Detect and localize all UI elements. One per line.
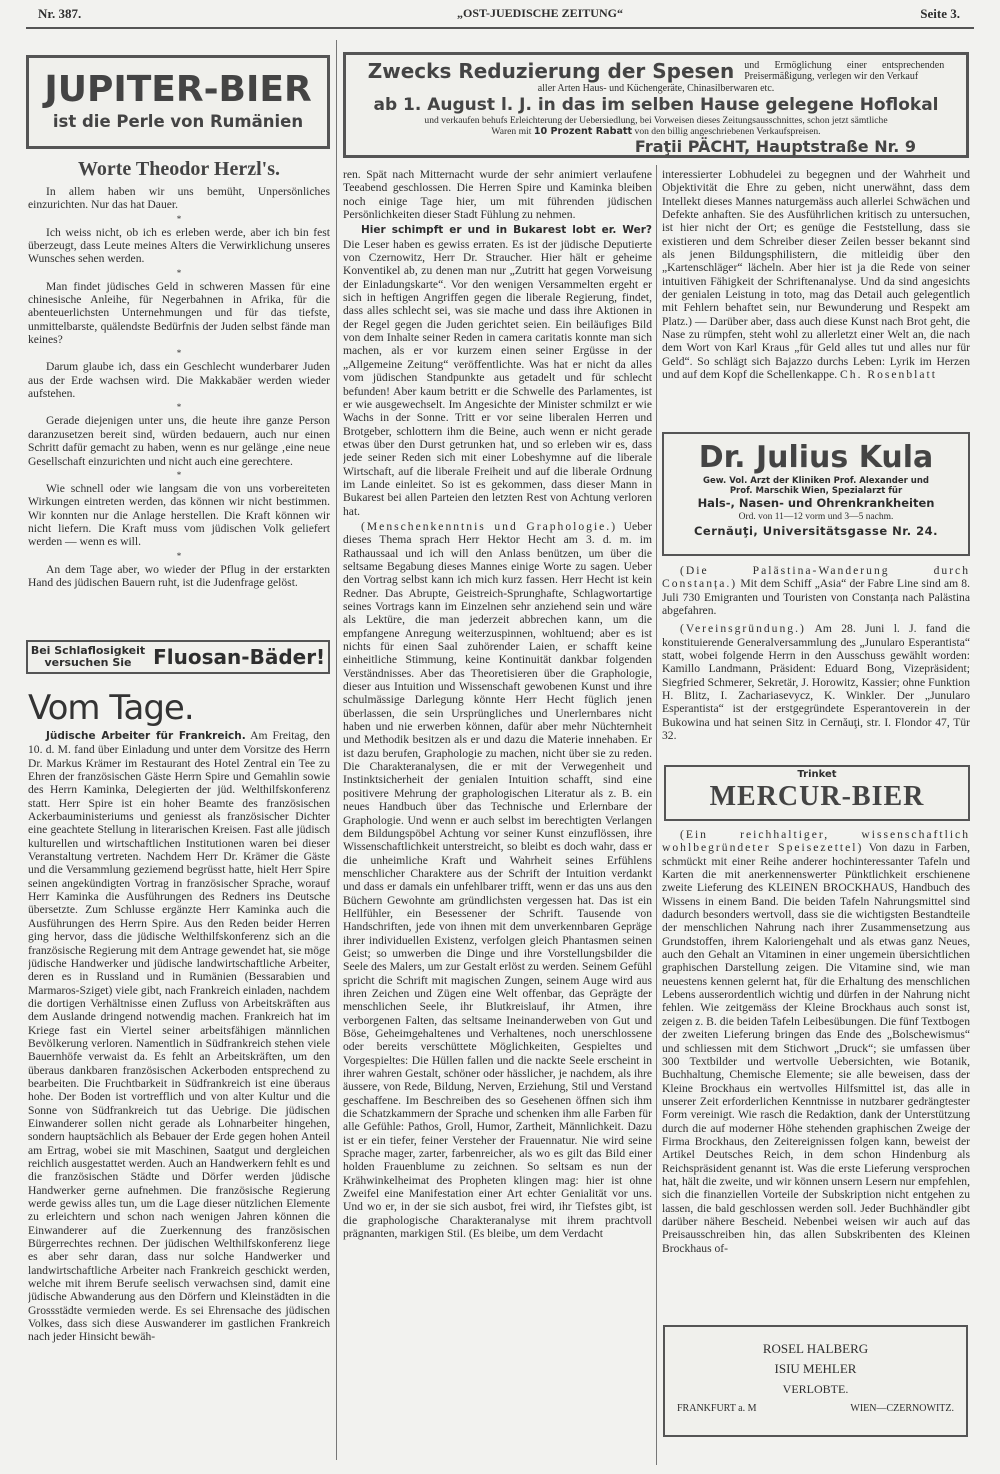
separator: * [176,402,182,413]
quote: Ich weiss nicht, ob ich es erleben werde, aber ich bin fest überzeugt, dass Leute meines Alters die Verwirklichung unseres Wunsches sehen werden. [28,225,330,266]
ad-tagline: ist die Perle von Rumänien [52,112,304,131]
separator: * [176,469,182,480]
quote: Wie schnell oder wie langsam die von uns vorbereiteten Wirkungen eintreten werden, das können wir nicht bestimmen. Wir konnten nur die Anlage herstellen. Die Kraft können wir nicht liefern. Die Kraft muss vom jüdischen Volk geliefert werden — wenn es will. [28,481,330,549]
ad-discount: 10 Prozent Rabatt [533,126,633,137]
ad-signature: Fraţii PÄCHT, Hauptstraße Nr. 9 [634,137,916,156]
ad-line: Waren mit [491,126,532,137]
right-column-news [662,564,970,759]
article-lead: (Vereinsgründung.) [680,622,806,636]
ad-line: von den billig angeschriebenen Verkaufspreisen. [634,126,821,137]
issue-number: Nr. 387. [38,6,82,21]
article-text: Von dazu in Farben, schmückt mit einer Reihe anderer hochinteressanter Tafeln und Karten die mit anerkennenswerter Pünktlichkeit erschienene zweite Lieferung des KLEINEN BROCKHAUS, Handbuch des Wissens in einem Band. Die beiden Tafeln Nahrungsmittel sind dadurch besonders wertvoll, dass sie die wichtigsten Bestandteile der menschlichen Nahrung nach ihrer Zusammensetzung aus Grundstoffen, ihrem Kaloriengehalt und als etwas ganz Neues, auch den Gehalt an Vitaminen in einer ungemein übersichtlichen graphischen Darstellung zeigen. Die Vitamine sind, wie man neuestens kennen gelernt hat, für die Erhaltung des menschlichen Lebens ausserordentlich wichtig und dürfen in der Nahrung nicht fehlen. Wie zeitgemäss der Kleine Brockhaus auch sonst ist, zeigen z. B. die beiden Tafeln Leibesübungen. Die fünf Textbogen der zweiten Lieferung bringen das Ende des „Bolschewismus“ und schliessen mit dem Stichwort „Druck“; sie umfassen über 300 Textbilder und wertvolle Uebersichten, wie Botanik, Buchhaltung, Chemische Elemente; sie alle beweisen, dass der Kleine Brockhaus ein wertvolles Hilfsmittel ist, das alle in unserer Zeit erforderlichen Kenntnisse in nutzbarer gedrängtester Form vereinigt. Wie rasch die Redaktion, dank der Unterstützung durch die auf moderner Höhe stehenden graphischen Zweige der Firma Brockhaus, den Zeitereignissen folgen kann, beweist der Artikel Deutsches Reich, in dem schon Hindenburg als Reichspräsident genannt ist. Was die erste Lieferung versprochen hat, hält die zweite, und wir können unsern Lesern nur empfehlen, sich die finanziellen Vorteile der Subskription nicht entgehen zu lassen, die bald geschlossen werden soll. Jeder Buchhändler gibt darüber nähere Bescheid. Nebenbei weisen wir auch auf das Preisausschreiben hin, das allen Subskribenten des Kleinen Brockhaus of- [662,841,970,1255]
name: ROSEL HALBERG [762,1341,869,1356]
separator: * [176,348,182,359]
ad-small: Trinket [797,769,837,780]
article-lead: (Ein reichhaltiger, wissenschaftlich wohlbegründeter Speisezettel) [662,828,970,855]
name: ISIU MEHLER [774,1361,857,1376]
right-column-top [662,168,970,428]
article-lead: Hier schimpft er und in Bukarest lobt er. Wer? [361,224,652,237]
column-divider [336,40,337,1460]
ad-line: und verkaufen behufs Erleichterung der Uebersiedlung, bei Vorweisen dieses Zeitungsausschnittes, schon jetzt sämtliche [424,115,888,126]
quote: An dem Tage aber, wo wieder der Pflug in der erstarkten Hand des jüdischen Bauern ruht, ist die Judenfrage gelöst. [28,562,330,589]
article-text: Mit dem Schiff „Asia“ der Fabre Line sind am 8. Juli 730 Emigranten und Touristen von Constanța nach Palästina abgefahren. [662,577,970,618]
ad-line: ab 1. August l. J. in das im selben Hause gelegene Hoflokal [373,95,939,115]
article-text: Am Freitag, den 10. d. M. fand über Einladung und unter dem Vorsitze des Herrn Dr. Markus Krämer im Restaurant des Hotel Zentral ein Tee zu Ehren der französischen Gäste Herrn Spire und Gemahlin sowie des Herrn Kaminka, Delegierten der jüd. Welthilfskonferenz statt. Herr Spire ist ein hoher Beamte des französischen Ackerbauministeriums und geniesst als französischer Dichter eine geachtete Stellung in literarischen Kreisen. Fast alle jüdisch kulturellen und wirtschaftlichen Institutionen waren bei dieser Veranstaltung vertreten. Nachdem Herr Dr. Krämer die Gäste und die Versammlung geziemend begrüsst hatte, hielt Herr Spire seinen angekündigten Vortrag in französischer Sprache, worauf Herr Kaminka die Ausführungen des Redners ins Deutsche übersetzte. Zum Schlusse ergänzte Herr Kaminka auch die Ausführungen des Herrn Spire. Aus den Reden beider Herren ging hervor, dass die jüdische Welthilfskonferenz sich an die französische Regierung mit dem Antrage gewendet hat, sie möge jüdische Handwerker und jüdische landwirtschaftliche Arbeiter, deren es in Russland und in Rumänien (Bessarabien und Marmaros-Sziget) viele gibt, nach Frankreich einladen, nachdem die dortigen Verhältnisse einen Zufluss von Arbeitskräften aus dem Auslande dringend notwendig machen. Frankreich hat im Kriege fast ein Viertel seiner arbeitsfähigen männlichen Bevölkerung verloren. Namentlich in Südfrankreich stehen viele Bauernhöfe verwaist da. Es fehlt an Arbeitskräften, um den überaus dankbaren französischen Ackerboden entsprechend zu bearbeiten. Die Fruchtbarkeit in Südfrankreich ist eine überaus hohe. Der Boden ist vortrefflich und von alter Kultur und die Sonne von Südfrankreich tut das Uebrige. Die jüdischen Einwanderer sollen nicht gerade als Lohnarbeiter hingehen, sondern hauptsächlich als Bebauer der Erde gegen hohen Anteil am Ertrag, wobei sie mit Maschinen, Saatgut und dergleichen reichlich ausgestattet werden. Auch an Handwerkern fehlt es und die französischen Städte und Dörfer werden jüdische Handwerker gerne aufnehmen. Die französische Regierung werde gewiss alles tun, um die Lage dieser nützlichen Elemente zu erleichtern und schon nach wenigen Jahren können die Einwanderer auf die Zuerkennung des französischen Bürgerrechtes rechnen. Der jüdischen Welthilfskonferenz liege es aber sehr daran, dass nur solche Handwerker und landwirtschaftliche Arbeiter nach Frankreich geschickt werden, welche mit ihrem Berufe seelisch verwachsen sind, damit eine jüdische Abwanderung aus den Dörfern und Kleinstädten in die Grossstädte vermieden werde. Es sei Ehrensache des jüdischen Volkes, dass sich diese Auswanderer im gastlichen Frankreich nach jeder Hinsicht bewäh- [28,729,330,1344]
city: FRANKFURT a. M [677,1403,757,1414]
column-divider [656,165,657,1465]
ad-line: Prof. Marschik Wien, Spezialarzt für [729,486,903,496]
article-jewish-workers [28,729,330,1471]
page-number: Seite 3. [920,6,960,21]
newspaper-title: „OST-JUEDISCHE ZEITUNG“ [457,6,623,20]
article-lead: (Die Palästina-Wanderung durch Constanța.) [662,564,970,591]
quote: In allem haben wir uns bemüht, Unpersönliches einzurichten. Nur das hat Dauer. [28,185,330,212]
ad-line: versuchen Sie [44,656,132,669]
engagement-notice [663,1325,968,1437]
ad-title: MERCUR-BIER [709,781,925,812]
ad-name: Dr. Julius Kula [698,440,934,475]
separator: * [176,550,182,561]
city: WIEN—CZERNOWITZ. [850,1403,954,1414]
article-author: Ch. Rosenblatt [840,368,937,382]
article-text: Am 28. Juni l. J. fand die konstituierende Generalversammlung des „Junularo Esperantista“ statt, wobei folgende Herrn in den Ausschuss gewählt worden: Kamillo Landmann, Präsident: Eduard Bong, Vizepräsident; Siegfried Schmerer, Sekretär, J. Horowitz, Kassier; ohne Funktion H. Blitz, I. Zachariasevycz, K. Winkler. Der „Junularo Esperantista“ ist der erstgegründete Esperantoverein in der Bukowina und hat seinen Sitz in Cernăuţi, str. I. Flondor 47, Tür 32. [662,622,970,743]
ad-side-text: und Ermöglichung einer entsprechenden Preisermäßigung, verlegen wir den Verkauf [744,60,945,82]
article-lead: Jüdische Arbeiter für Frankreich. [46,730,246,742]
herzl-quotes [28,185,330,635]
article-continuation: interessierter Lobhudelei zu begegnen und der Wahrheit und Objektivität die Ehre zu geben, nicht unerwähnt, dass dem Intellekt dieses Mannes naturgemäss auch allerlei Schwächen und Defekte anhaften. Sie des Ausführlichen kritisch zu untersuchen, ist hier nicht der Ort; es genüge die Feststellung, dass sie existieren und dem Schreiber dieser Zeilen besser bekannt sind als jenen Bildungsphilistern, die mitleidig über den „Kartenschläger“ lächeln. Aber hier ist ja die Rede von seiner intuitiven Fähigkeit der Schriftenanalyse. Und da sind angesichts der genialen Leistung in toto, mag das Detail auch gelegentlich mit Fehlern behaftet sein, nur Bewunderung und Respekt am Platz.) — Darüber aber, dass auch diese Kunst nach Brot geht, die Nase zu rümpfen, steht wohl zu allerletzt einer Welt an, die nach dem Wort von Karl Kraus „für Geld alles tut und alles nur für Geld“. So schlägt sich Bajazzo durchs Leben: Lyrik im Herzen und auf dem Kopf die Schellenkappe. [662,168,970,382]
ad-product: Fluosan-Bäder! [153,645,326,669]
ad-dr-kula [662,432,970,556]
herzl-heading: Worte Theodor Herzl's. [77,158,280,180]
ad-line: Gew. Vol. Arzt der Kliniken Prof. Alexander und [702,476,929,486]
article-text: Die Leser haben es gewiss erraten. Es ist der jüdische Deputierte von Czernowitz, Herr Dr. Straucher. Hier hält er geheime Konventikel ab, zu denen man nur „Zutritt hat gegen Vorweisung der Einladungskarte“. Vor den wenigen Versammelten ergeht er sich in heftigen Angriffen gegen die liberale Regierung, findet, dass alles schlecht sei, was sie mache und dass ihre Aktionen in der Regel gegen die Juden gerichtet seien. Ein beiläufiges Bild von dem Inhalte seiner Reden in camera caritatis konnte man sich machen, als er vor kurzem einen seiner Ergüsse in der „Allgemeine Zeitung“ veröffentlichte. Was hat er nicht da alles vom jüdischen Standpunkte aus getadelt und für schlecht befunden! Aber kaum betritt er die Schwelle des Parlamentes, ist er wie ausgewechselt. Im Angesichte der Minister schmilzt er wie Wachs in der Sonne. Tritt er vor seine liberalen Herren und Brotgeber, schlottern ihm die Beine, auch wenn er nicht gerade etwas über den Durst getrunken hat, und so erleben wir es, dass jede seiner Reden sich mit einer Lobeshymne auf die liberale Wirtschaft, auf die liberale Freiheit und auf die liberale Ordnung im Lande einleitet. So ist es gekommen, dass dieser Mann in Bukarest bei allen Parteien den letzten Rest von Achtung verloren hat. [343,237,652,518]
ad-line: aller Arten Haus- und Küchengeräte, Chinasilberwaren etc. [537,83,775,94]
header-rule [26,27,974,29]
ad-pacht [343,52,969,158]
quote: Gerade diejenigen unter uns, die heute ihre ganze Person daranzusetzen bereit sind, würden bedauern, auch nur einen Schritt dafür gemacht zu haben, wenn es nur gelänge ‚eine neue Gesellschaft einzurichten und nicht auch eine gerechtere. [28,414,330,468]
separator: * [176,213,182,224]
status: VERLOBTE. [782,1382,849,1396]
ad-mercur-bier [664,765,970,821]
ad-address: Cernăuţi, Universitätsgasse Nr. 24. [693,524,939,538]
ad-fluosan [26,640,330,674]
ad-specialty: Hals-, Nasen- und Ohrenkrankheiten [697,496,935,510]
separator: * [176,267,182,278]
section-heading: Vom Tage. [28,688,194,728]
ad-jupiter-bier [26,55,330,149]
middle-column [343,168,652,1471]
quote: Darum glaube ich, dass ein Geschlecht wunderbarer Juden aus der Erde wachsen wird. Die Makkabäer werden wieder aufstehen. [28,360,330,401]
article-lead: (Menschenkenntnis und Graphologie.) [361,519,618,533]
article-text: Ueber dieses Thema sprach Herr Hektor Hecht am 3. d. m. im Rathaussaal und ich will den Anlass benützen, um über die seltsame Begabung dieses Mannes einige Worte zu sagen. Ueber den Vortrag selbst kann ich mich kurz fassen. Herr Hecht ist kein Redner. Das Abrupte, Geistreich-Sprunghafte, Schlagwortartige seines Vortrags kann im Einzelnen sehr anziehend sein und wäre als Lektüre, die man jederzeit abbrechen kann, um die empfangene Anregung weiterzuspinnen, wohltuend; aber es ist nichts für einen Saal zuhörender Laien, er schafft keine einheitliche Stimmung, keine Kontinuität dankbar folgenden Verständnisses. Aber das Theoretisieren über die Graphologie, dieser aus Intuition und Wissenschaft gewobenen Kunst und ihre schulmässige Darlegung könnte Herr Hecht füglich jenen überlassen, die sein Ursprüngliches und Unerlernbares nicht haben und nie erwerben können, dafür aber mehr Nüchternheit und Methodik besitzen als er und dazu die Materie innehaben. Er ist dazu berufen, Graphologie zu machen, nicht über sie zu reden. Die Charakteranalysen, die er mit der Verwegenheit und Instinktsicherheit der genialen Intuition schafft, sind eine positivere Mehrung der graphologischen Literatur als z. B. ein neues Handbuch über das Technische und Erlernbare der Graphologie. Und wenn er auch selbst im berechtigten Verlangen dem Bildungspöbel Achtung vor seiner Kunst einzuflössen, ihre Wissenschaftlichkeit unterstreicht, so bleibt es doch wahr, dass er die unheimliche Kraft und Wahrheit seines Erfühlens menschlicher Charaktere aus der Schrift der Intuition verdankt und dass er damals ein unfehlbarer trifft, wenn er das uns aus den Büchern Gewohnte am gründlichsten vergessen hat. Das ist ein Hellfühler, ein Besessener der Schrift. Tausende von Handschriften, jede von ihnen mit dem unverkennbaren Gepräge ihrer individuellen Existenz, verfolgen gleich Phantasmen seinen Geist; so umwerben die Dinge und ihre Vorstellungsbilder die Seele des Malers, um zur Gestalt erlöst zu werden. Seinem Gefühl spricht die Schrift mit magischen Zungen, seinem Auge wird aus ihren Zeichen und Zügen eine Welt offenbar, das Geprägte der menschlichen Seele, ihr Blutkreislauf, ihr Atmen, ihre verborgenen Falten, das seltsame Ineinanderweben von Gut und Böse, Geheimgehaltenes und Verhaltenes, noch unerschlossene oder bereits verschüttete Möglichkeiten, Gespieltes und Vorgespieltes: Die Hüllen fallen und die nackte Seele erscheint in ihrer wahren Gestalt, schöner oder hässlicher, je nachdem, als ihre äussere, von Rede, Bildung, Nerven, Erziehung, Stil und Verstand geschaffene. Im Beschreiben des so Gesehenen öffnen sich ihm die Schatzkammern der Sprache und schenken ihm alle Farben für alle Gefühle: Pathos, Groll, Humor, Zartheit, Männlichkeit. Dazu ist er ein tiefer, feiner Versteher der Frauennatur. Nie wird seine Sprache mager, zarter, farbenreicher, als wo es gilt das Bild einer holden Frauenblume zu zeichnen. So seltsam es nun der Krähwinkelheimat des Propheten klingen mag: hier ist ohne Zweifel eine Manifestation einer Art echter Genialität vor uns. Und wo er, in der sie sich ausbot, frei wird, ihr Tiefstes gibt, ist die graphologische Charakteranalyse mit ihrem prachtvoll prägnanten, markigen Stil. (Es bleibe, um dem Verdacht [343,519,652,1241]
right-column-brockhaus [662,828,970,1330]
ad-headline: Zwecks Reduzierung der Spesen [367,59,735,83]
ad-title: JUPITER-BIER [44,69,312,110]
ad-hours: Ord. von 11—12 vorm und 3—5 nachm. [738,512,894,522]
ad-line: Bei Schlaflosigkeit [30,644,146,657]
quote: Man findet jüdisches Geld in schweren Massen für eine chinesische Anleihe, für Negerbahnen in Afrika, für die abenteuerlichsten Unternehmungen und für das tiefste, unmittelbarste, quälendste Bedürfnis der Juden selbst fände man keines? [28,279,330,347]
article-continuation: ren. Spät nach Mitternacht wurde der sehr animiert verlaufene Teeabend geschlossen. Die Herren Spire und Kaminka bleiben noch einige Tage hier, um mit führenden jüdischen Persönlichkeiten dieser Stadt Fühlung zu nehmen. [343,168,652,222]
